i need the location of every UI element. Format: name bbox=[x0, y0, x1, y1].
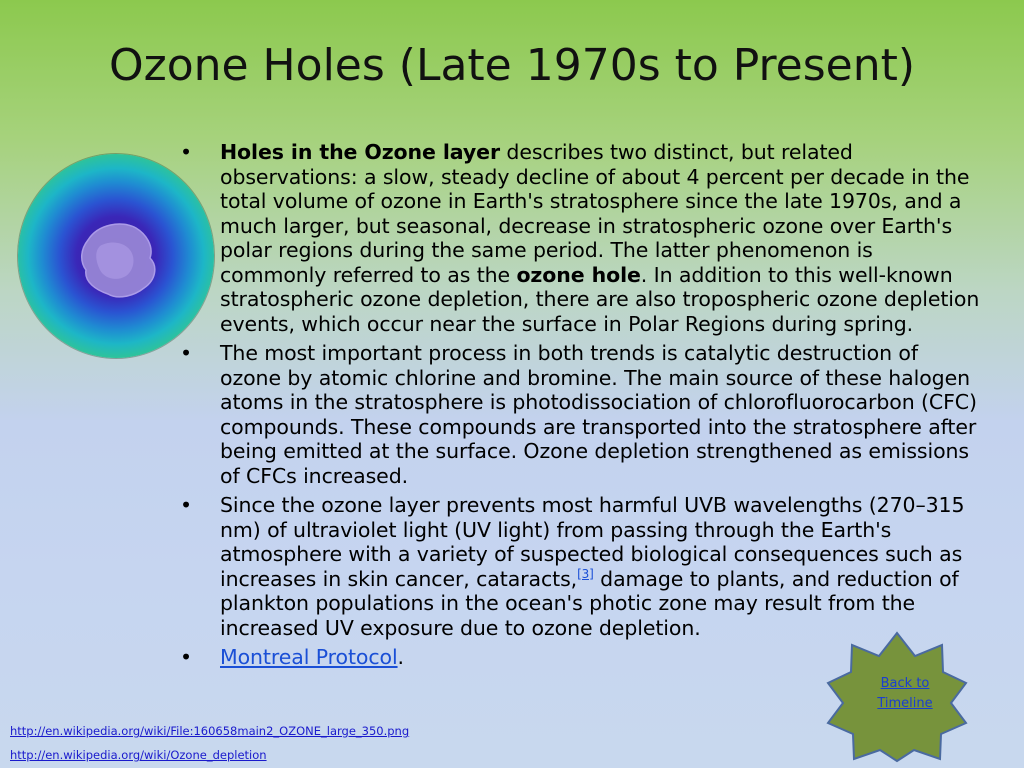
term-holes-in-ozone-layer: Holes in the Ozone layer bbox=[220, 140, 500, 164]
bullet-marker: • bbox=[180, 493, 192, 517]
montreal-protocol-link[interactable]: Montreal Protocol bbox=[220, 645, 398, 669]
article-source-link[interactable]: http://en.wikipedia.org/wiki/Ozone_depletion bbox=[10, 748, 267, 762]
reference-3-link[interactable]: [3] bbox=[577, 566, 594, 581]
bullet-text: The most important process in both trends is catalytic destruction of ozone by atomic chlorine and bromine. The main source of these halogen atoms in the stratosphere is photodissociation of chlorofluorocarbon (CFC) compounds. These compounds are transported into the stratosphere after being emitted at the surface. Ozone depletion strengthened as emissions of CFCs increased. bbox=[220, 341, 977, 488]
bullet-uv-consequences bbox=[180, 493, 980, 640]
term-ozone-hole: ozone hole bbox=[516, 262, 641, 287]
bullet-list bbox=[180, 140, 980, 675]
back-to-timeline-label-line1[interactable]: Back to bbox=[880, 676, 930, 691]
slide-title: Ozone Holes (Late 1970s to Present) bbox=[108, 40, 916, 91]
bullet-text: Since the ozone layer prevents most harmful UVB wavelengths (270–315 nm) of ultraviolet light (UV light) from passing through the Earth's atmosphere with a variety of suspected biological consequences such as increases in skin cancer, cataracts, bbox=[220, 493, 965, 591]
bullet-marker: • bbox=[180, 341, 192, 365]
bullet-text: . In addition to this well-known stratospheric ozone depletion, there are also tropospheric ozone depletion events, which occur near the surface in Polar Regions during spring. bbox=[220, 262, 980, 336]
bullet-text: . bbox=[397, 645, 404, 669]
bullet-marker: • bbox=[180, 645, 192, 669]
bullet-text: damage to plants, and reduction of plankton populations in the ocean's photic zone may result from the increased UV exposure due to ozone depletion. bbox=[220, 566, 959, 640]
back-to-timeline-label-line2[interactable]: Timeline bbox=[877, 696, 933, 711]
bullet-catalytic-destruction bbox=[180, 341, 980, 488]
bullet-text: describes two distinct, but related observations: a slow, steady decline of about 4 percent per decade in the total volume of ozone in Earth's stratosphere since the late 1970s, and a much larger, but seasonal, decrease in stratospheric ozone over Earth's polar regions during the same period. The latter phenomenon is commonly referred to as the bbox=[220, 140, 970, 287]
bullet-marker: • bbox=[180, 140, 192, 164]
bullet-ozone-holes bbox=[180, 140, 980, 336]
back-to-timeline-button[interactable] bbox=[826, 674, 984, 714]
image-source-link[interactable]: http://en.wikipedia.org/wiki/File:160658main2_OZONE_large_350.png bbox=[10, 724, 410, 738]
